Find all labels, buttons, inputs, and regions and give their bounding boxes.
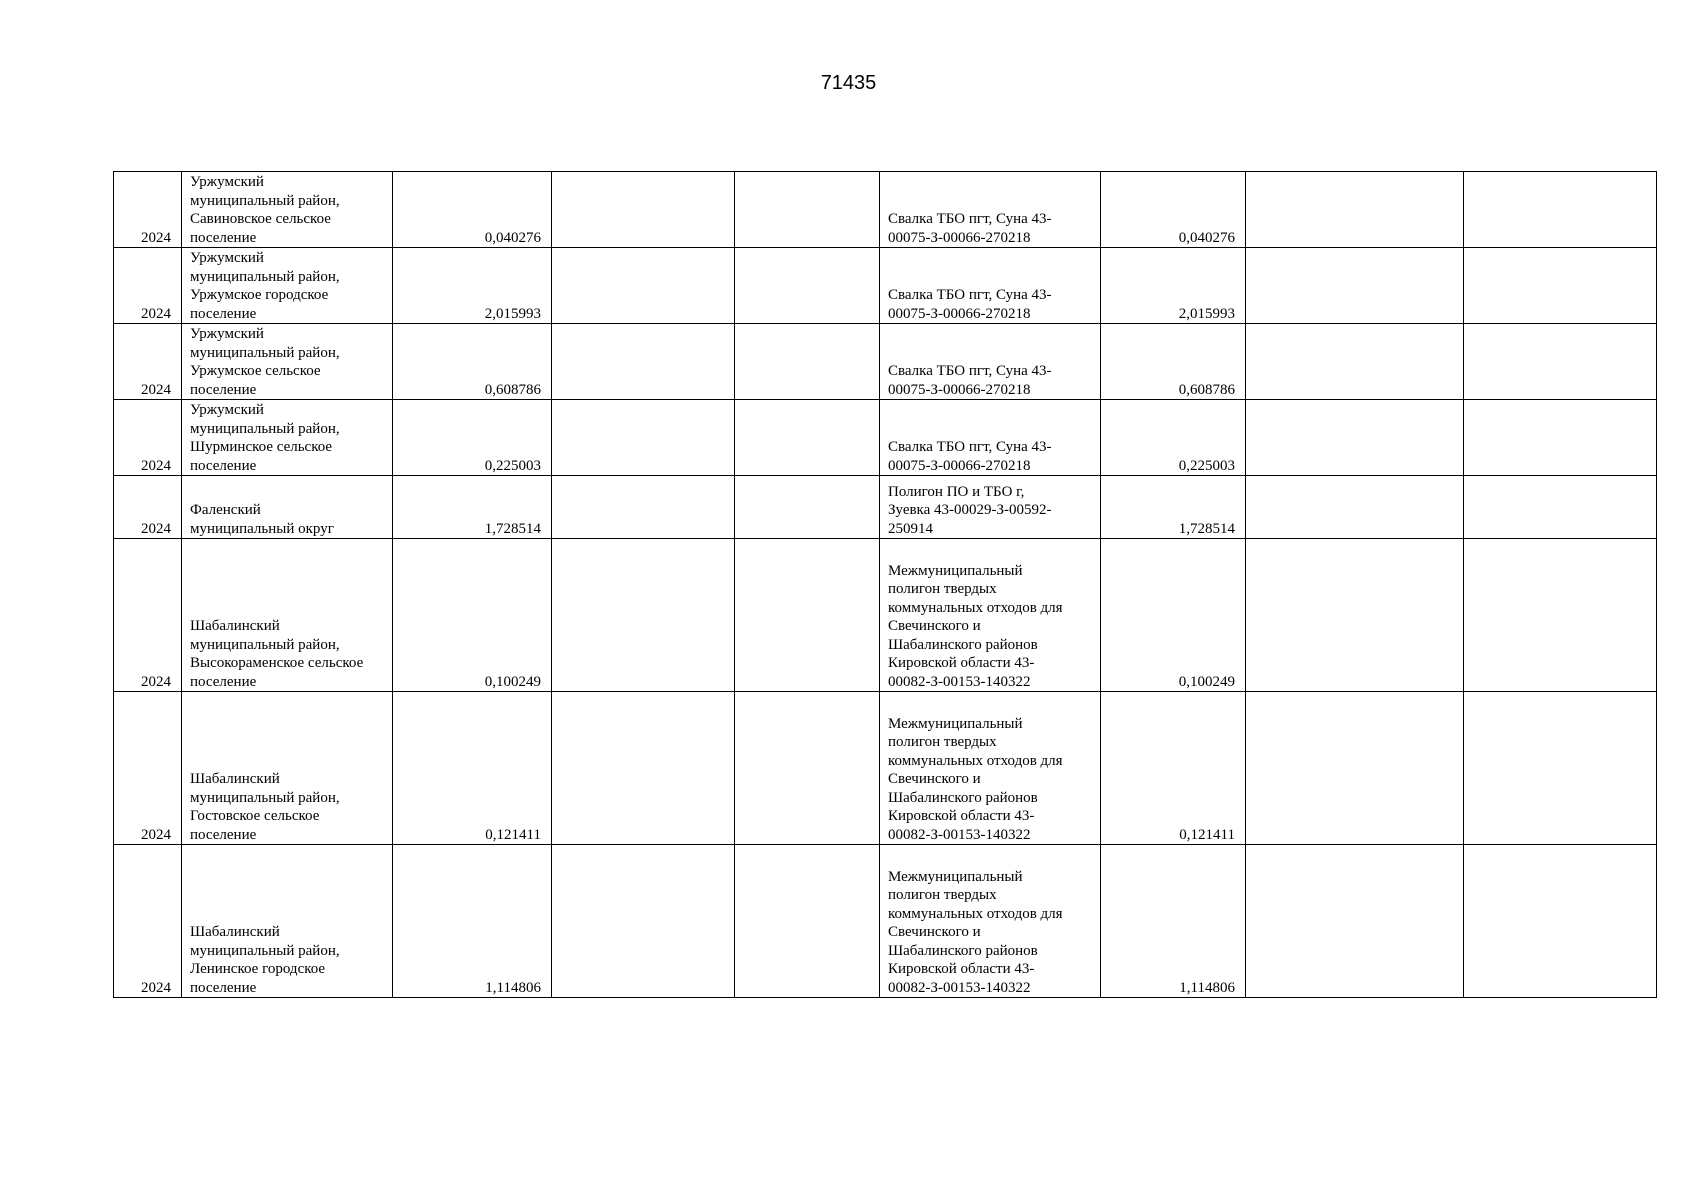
amount-cell: 0,121411 bbox=[393, 692, 552, 845]
empty-cell bbox=[1246, 172, 1464, 248]
amount-cell: 0,225003 bbox=[393, 400, 552, 476]
year-cell: 2024 bbox=[114, 248, 182, 324]
area-cell: Фаленский муниципальный округ bbox=[182, 476, 393, 539]
data-table bbox=[113, 171, 1657, 998]
facility-amount-cell: 1,728514 bbox=[1101, 476, 1246, 539]
table-row bbox=[114, 476, 1657, 539]
year-cell: 2024 bbox=[114, 324, 182, 400]
table-row bbox=[114, 692, 1657, 845]
empty-cell bbox=[1246, 845, 1464, 998]
empty-cell bbox=[1464, 248, 1657, 324]
page-number: 71435 bbox=[820, 72, 877, 94]
empty-cell bbox=[1464, 400, 1657, 476]
amount-cell: 1,114806 bbox=[393, 845, 552, 998]
area-cell: Уржумский муниципальный район, Уржумское сельское поселение bbox=[182, 324, 393, 400]
empty-cell bbox=[1464, 476, 1657, 539]
facility-cell: Межмуниципальный полигон твердых коммунальных отходов для Свечинского и Шабалинского районов Кировской области 43- 00082-З-00153-140322 bbox=[880, 845, 1101, 998]
amount-cell: 0,100249 bbox=[393, 539, 552, 692]
empty-cell bbox=[552, 400, 735, 476]
empty-cell bbox=[735, 400, 880, 476]
empty-cell bbox=[735, 172, 880, 248]
area-cell: Шабалинский муниципальный район, Гостовское сельское поселение bbox=[182, 692, 393, 845]
empty-cell bbox=[552, 845, 735, 998]
facility-cell: Свалка ТБО пгт, Суна 43- 00075-З-00066-270218 bbox=[880, 172, 1101, 248]
year-cell: 2024 bbox=[114, 539, 182, 692]
area-cell: Уржумский муниципальный район, Уржумское городское поселение bbox=[182, 248, 393, 324]
table-row bbox=[114, 172, 1657, 248]
empty-cell bbox=[1464, 539, 1657, 692]
facility-amount-cell: 0,225003 bbox=[1101, 400, 1246, 476]
facility-amount-cell: 2,015993 bbox=[1101, 248, 1246, 324]
empty-cell bbox=[1246, 476, 1464, 539]
area-cell: Шабалинский муниципальный район, Высокораменское сельское поселение bbox=[182, 539, 393, 692]
facility-cell: Свалка ТБО пгт, Суна 43- 00075-З-00066-270218 bbox=[880, 400, 1101, 476]
empty-cell bbox=[1246, 324, 1464, 400]
empty-cell bbox=[552, 539, 735, 692]
empty-cell bbox=[735, 845, 880, 998]
area-cell: Уржумский муниципальный район, Шурминское сельское поселение bbox=[182, 400, 393, 476]
empty-cell bbox=[735, 539, 880, 692]
table-row bbox=[114, 248, 1657, 324]
empty-cell bbox=[552, 324, 735, 400]
empty-cell bbox=[735, 692, 880, 845]
amount-cell: 1,728514 bbox=[393, 476, 552, 539]
facility-cell: Полигон ПО и ТБО г, Зуевка 43-00029-З-00592- 250914 bbox=[880, 476, 1101, 539]
empty-cell bbox=[552, 248, 735, 324]
table-row bbox=[114, 845, 1657, 998]
area-cell: Уржумский муниципальный район, Савиновское сельское поселение bbox=[182, 172, 393, 248]
facility-amount-cell: 1,114806 bbox=[1101, 845, 1246, 998]
empty-cell bbox=[1246, 539, 1464, 692]
amount-cell: 0,608786 bbox=[393, 324, 552, 400]
year-cell: 2024 bbox=[114, 400, 182, 476]
empty-cell bbox=[1464, 172, 1657, 248]
empty-cell bbox=[1246, 248, 1464, 324]
year-cell: 2024 bbox=[114, 845, 182, 998]
table-row bbox=[114, 324, 1657, 400]
empty-cell bbox=[1464, 692, 1657, 845]
year-cell: 2024 bbox=[114, 476, 182, 539]
facility-amount-cell: 0,121411 bbox=[1101, 692, 1246, 845]
empty-cell bbox=[1464, 324, 1657, 400]
empty-cell bbox=[1246, 692, 1464, 845]
facility-cell: Межмуниципальный полигон твердых коммунальных отходов для Свечинского и Шабалинского районов Кировской области 43- 00082-З-00153-140322 bbox=[880, 539, 1101, 692]
facility-amount-cell: 0,608786 bbox=[1101, 324, 1246, 400]
facility-cell: Свалка ТБО пгт, Суна 43- 00075-З-00066-270218 bbox=[880, 248, 1101, 324]
year-cell: 2024 bbox=[114, 692, 182, 845]
empty-cell bbox=[735, 476, 880, 539]
table-row bbox=[114, 400, 1657, 476]
amount-cell: 0,040276 bbox=[393, 172, 552, 248]
facility-amount-cell: 0,100249 bbox=[1101, 539, 1246, 692]
empty-cell bbox=[1246, 400, 1464, 476]
empty-cell bbox=[552, 476, 735, 539]
facility-cell: Свалка ТБО пгт, Суна 43- 00075-З-00066-270218 bbox=[880, 324, 1101, 400]
area-cell: Шабалинский муниципальный район, Ленинское городское поселение bbox=[182, 845, 393, 998]
facility-amount-cell: 0,040276 bbox=[1101, 172, 1246, 248]
empty-cell bbox=[552, 692, 735, 845]
empty-cell bbox=[735, 324, 880, 400]
empty-cell bbox=[735, 248, 880, 324]
amount-cell: 2,015993 bbox=[393, 248, 552, 324]
facility-cell: Межмуниципальный полигон твердых коммунальных отходов для Свечинского и Шабалинского районов Кировской области 43- 00082-З-00153-140322 bbox=[880, 692, 1101, 845]
year-cell: 2024 bbox=[114, 172, 182, 248]
empty-cell bbox=[1464, 845, 1657, 998]
table-row bbox=[114, 539, 1657, 692]
empty-cell bbox=[552, 172, 735, 248]
